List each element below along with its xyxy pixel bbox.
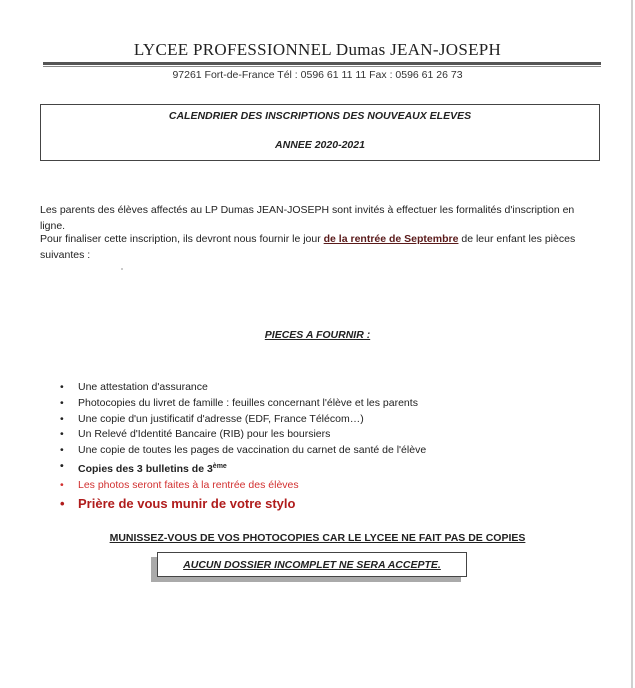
list-item: • Les photos seront faites à la rentrée des élèves <box>60 478 580 494</box>
pieces-list <box>60 380 580 514</box>
intro-text-end: de leur enfant les pièces suivantes : <box>40 233 576 261</box>
bullet-icon: • <box>60 459 64 472</box>
list-item: • Copies des 3 bulletins de 3ème <box>60 459 227 475</box>
bullet-icon: • <box>60 495 65 511</box>
bullet-icon: • <box>60 381 64 393</box>
list-item: • Une copie de toutes les pages de vaccination du carnet de santé de l'élève <box>60 443 580 459</box>
rentree-emphasis: de la rentrée de Septembre <box>323 233 459 245</box>
bullet-icon: • <box>60 478 64 491</box>
calendar-title: CALENDRIER DES INSCRIPTIONS DES NOUVEAUX ELEVES <box>168 110 472 122</box>
school-address: 97261 Fort-de-France Tél : 0596 61 11 11 Fax : 0596 61 26 73 <box>172 69 463 81</box>
bullet-icon: • <box>60 412 64 425</box>
bullet-icon: • <box>60 444 64 457</box>
header-rule-thin <box>43 66 601 67</box>
intro-paragraph-1: Les parents des élèves affectés au LP Dumas JEAN-JOSEPH sont invités à effectuer les formalités d'inscription en ligne. <box>40 204 575 232</box>
list-item: • Un Relevé d'Identité Bancaire (RIB) pour les boursiers <box>60 427 580 443</box>
title-box <box>40 104 600 161</box>
scan-speck <box>121 268 123 270</box>
page-edge <box>631 0 633 688</box>
intro-text-start: Pour finaliser cette inscription, ils devront nous fournir le jour <box>40 233 324 245</box>
incomplete-notice: AUCUN DOSSIER INCOMPLET NE SERA ACCEPTE. <box>183 559 441 571</box>
pieces-title: PIECES A FOURNIR : <box>264 329 371 341</box>
list-item: • Photocopies du livret de famille : feuilles concernant l'élève et les parents <box>60 396 580 412</box>
superscript: ème <box>212 462 227 470</box>
school-name: LYCEE PROFESSIONNEL Dumas JEAN-JOSEPH <box>133 40 502 59</box>
photocopy-warning: MUNISSEZ-VOUS DE VOS PHOTOCOPIES CAR LE LYCEE NE FAIT PAS DE COPIES <box>109 532 526 544</box>
bullet-icon: • <box>60 428 64 441</box>
bullet-icon: • <box>60 396 64 409</box>
list-item: • Prière de vous munir de votre stylo <box>60 494 580 514</box>
school-year: ANNEE 2020-2021 <box>275 139 365 151</box>
list-item: • Une attestation d'assurance <box>60 380 580 396</box>
intro-paragraph-2 <box>40 231 600 263</box>
header-rule <box>43 62 601 65</box>
notice-box <box>157 552 467 577</box>
list-item: • Une copie d'un justificatif d'adresse (EDF, France Télécom…) <box>60 412 580 428</box>
